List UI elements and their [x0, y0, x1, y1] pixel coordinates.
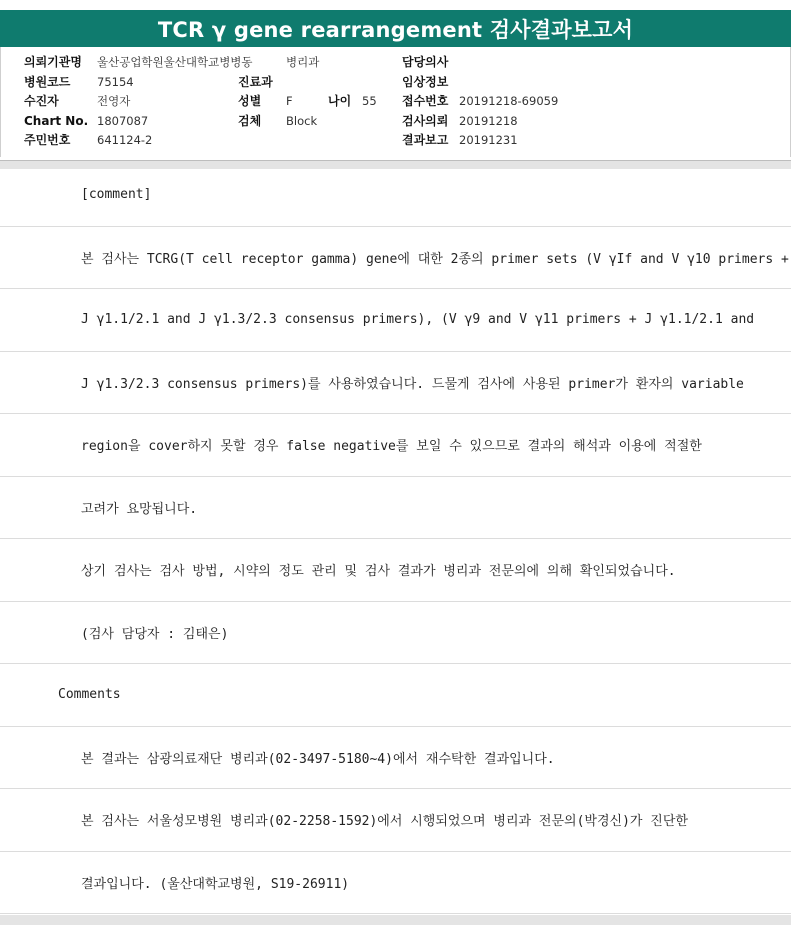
- body-line: 본 검사는 TCRG(T cell receptor gamma) gene에 대한 2종의 primer sets (V γIf and V γ10 primers +: [0, 227, 791, 290]
- body-line: [comment]: [0, 164, 791, 227]
- clinical-info-label: 임상정보: [402, 75, 449, 89]
- body-line: 고려가 요망됩니다.: [0, 477, 791, 540]
- hospital-code-value: 75154: [97, 75, 134, 89]
- sex-label: 성별: [238, 94, 262, 108]
- age-value: 55: [362, 94, 377, 108]
- chart-no-value: 1807087: [97, 114, 149, 128]
- header-row-3: [1, 92, 790, 111]
- report-header: [0, 47, 791, 157]
- hospital-code-label: 병원코드: [24, 75, 71, 89]
- receipt-no-label: 접수번호: [402, 94, 449, 108]
- body-line: 본 검사는 서울성모병원 병리과(02-2258-1592)에서 시행되었으며 병리과 전문의(박경신)가 진단한: [0, 789, 791, 852]
- report-title: TCR γ gene rearrangement 검사결과보고서: [0, 10, 791, 47]
- report-date-label: 결과보고: [402, 133, 449, 147]
- attending-physician-label: 담당의사: [402, 55, 449, 69]
- request-date-label: 검사의뢰: [402, 114, 449, 128]
- footer-bar: [0, 915, 791, 925]
- patient-value: 전영자: [97, 94, 131, 108]
- header-row-5: [1, 131, 790, 150]
- body-line: 결과입니다. (울산대학교병원, S19-26911): [0, 852, 791, 915]
- id-no-label: 주민번호: [24, 133, 71, 147]
- body-line: 상기 검사는 검사 방법, 시약의 정도 관리 및 검사 결과가 병리과 전문의에 의해 확인되었습니다.: [0, 539, 791, 602]
- comments-heading: Comments: [0, 664, 791, 727]
- body-line: 본 결과는 삼광의료재단 병리과(02-3497-5180~4)에서 재수탁한 결과입니다.: [0, 727, 791, 790]
- request-date-value: 20191218: [459, 114, 518, 128]
- body-line: J γ1.1/2.1 and J γ1.3/2.3 consensus primers), (V γ9 and V γ11 primers + J γ1.1/2.1 and: [0, 289, 791, 352]
- header-row-1: [1, 53, 790, 72]
- patient-label: 수진자: [24, 94, 59, 108]
- clinical-dept-label: 진료과: [238, 75, 273, 89]
- requesting-institution-label: 의뢰기관명: [24, 55, 82, 69]
- body-line: (검사 담당자 : 김태은): [0, 602, 791, 665]
- chart-no-label: Chart No.: [24, 114, 89, 128]
- header-row-2: [1, 73, 790, 92]
- sex-value: F: [286, 94, 293, 108]
- header-row-4: [1, 112, 790, 131]
- report-date-value: 20191231: [459, 133, 518, 147]
- specimen-value: Block: [286, 114, 318, 128]
- body-line: region을 cover하지 못할 경우 false negative를 보일 수 있으므로 결과의 해석과 이용에 적절한: [0, 414, 791, 477]
- body-line: J γ1.3/2.3 consensus primers)를 사용하였습니다. 드물게 검사에 사용된 primer가 환자의 variable: [0, 352, 791, 415]
- specimen-label: 검체: [238, 114, 262, 128]
- requesting-institution-value: 울산공업학원울산대학교병병동: [97, 55, 253, 69]
- receipt-no-value: 20191218-69059: [459, 94, 559, 108]
- age-label: 나이: [328, 94, 352, 108]
- department-value: 병리과: [286, 55, 320, 69]
- report-body: [0, 164, 791, 916]
- id-no-value: 641124-2: [97, 133, 153, 147]
